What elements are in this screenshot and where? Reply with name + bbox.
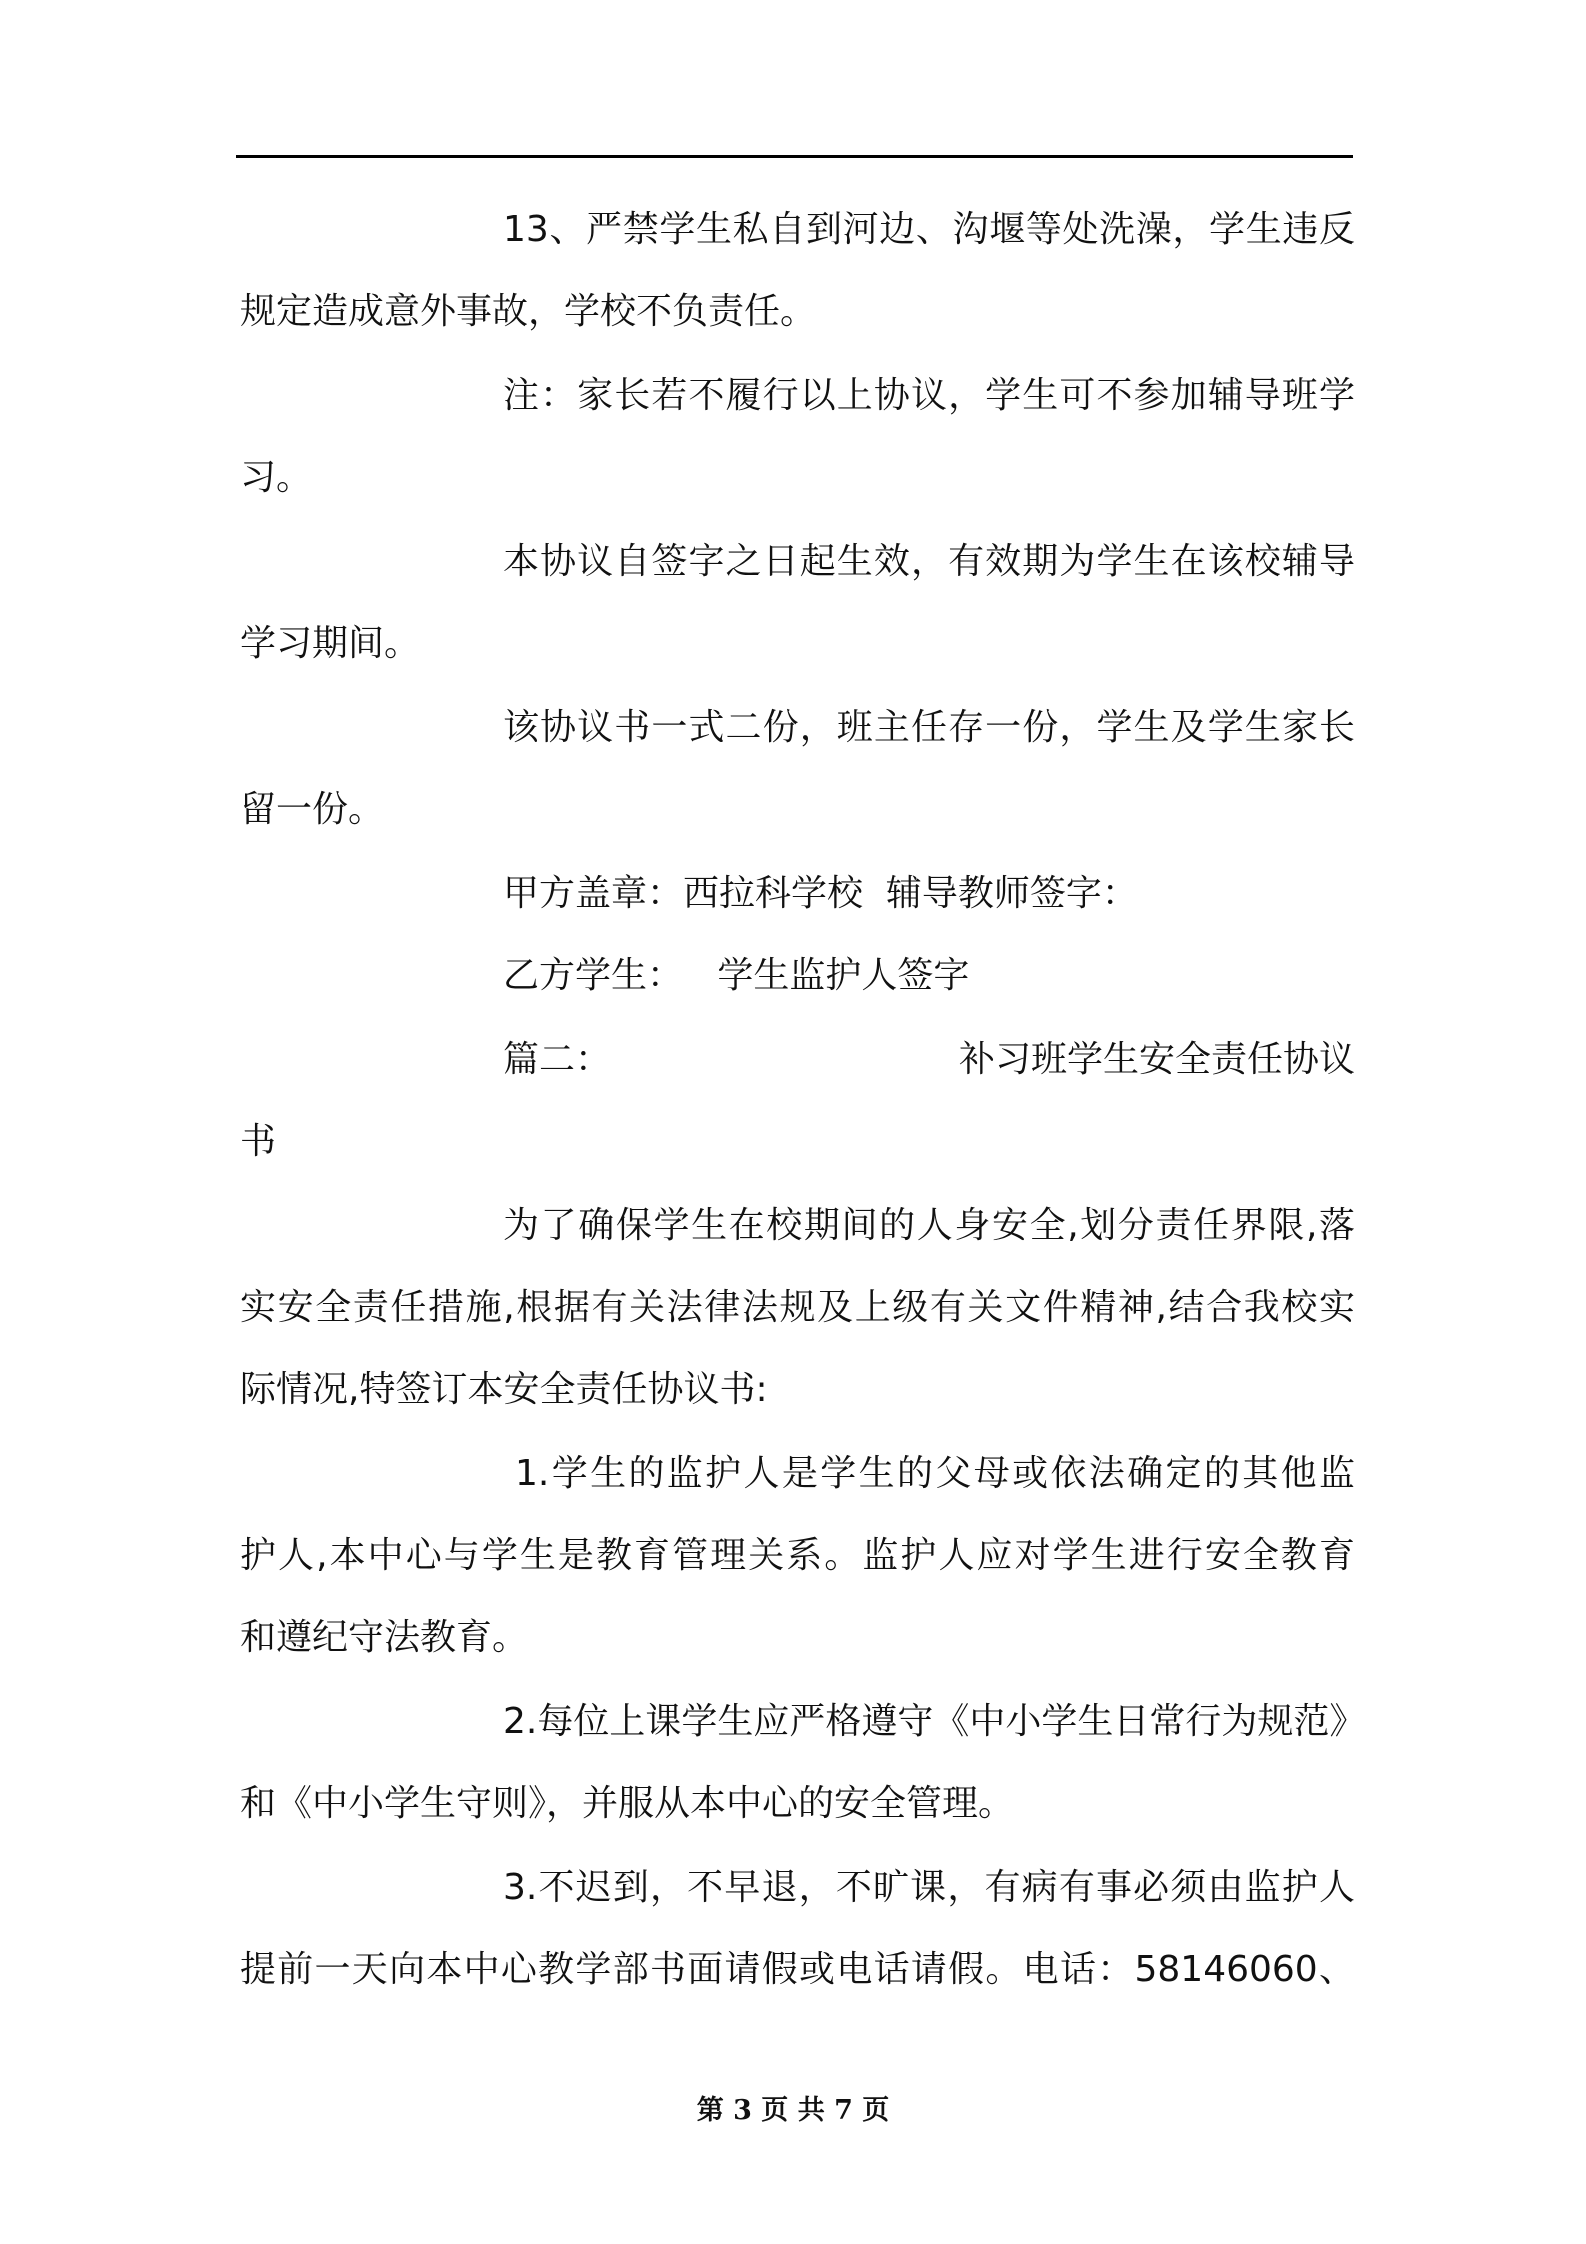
section-title-tail: 书	[240, 1121, 277, 1162]
paragraph-line: 该协议书一式二份，班主任存一份，学生及学生家长	[503, 707, 1355, 748]
paragraph-line: 规定造成意外事故，学校不负责任。	[240, 291, 817, 332]
paragraph-line: 留一份。	[240, 789, 385, 830]
section-label: 篇二：	[503, 1039, 612, 1080]
paragraph-line: 2.每位上课学生应严格遵守《中小学生日常行为规范》	[503, 1701, 1366, 1742]
party-b-student-line: 乙方学生： 学生监护人签字	[503, 955, 970, 996]
paragraph-line: 提前一天向本中心教学部书面请假或电话请假。电话：58146060、	[240, 1949, 1355, 1990]
paragraph-line: 习。	[240, 457, 313, 498]
paragraph-line: 学习期间。	[240, 623, 421, 664]
section-title: 补习班学生安全责任协议	[958, 1039, 1355, 1080]
paragraph-line: 实安全责任措施,根据有关法律法规及上级有关文件精神,结合我校实	[240, 1287, 1355, 1328]
paragraph-line: 3.不迟到，不早退，不旷课，有病有事必须由监护人	[503, 1867, 1355, 1908]
paragraph-line: 和《中小学生守则》，并服从本中心的安全管理。	[240, 1783, 1015, 1824]
paragraph-line: 和遵纪守法教育。	[240, 1617, 529, 1658]
paragraph-line: 为了确保学生在校期间的人身安全,划分责任界限,落	[503, 1205, 1355, 1246]
party-a-seal-line: 甲方盖章：西拉科学校 辅导教师签字：	[503, 873, 1138, 914]
page-number-footer: 第 3 页 共 7 页	[696, 2095, 890, 2126]
paragraph-line: 护人,本中心与学生是教育管理关系。监护人应对学生进行安全教育	[240, 1535, 1355, 1576]
paragraph-line: 本协议自签字之日起生效，有效期为学生在该校辅导	[503, 541, 1355, 582]
header-rule	[236, 155, 1353, 158]
paragraph-line: 13、严禁学生私自到河边、沟堰等处洗澡，学生违反	[503, 209, 1355, 250]
paragraph-line: 注：家长若不履行以上协议，学生可不参加辅导班学	[503, 375, 1355, 416]
paragraph-line: 1.学生的监护人是学生的父母或依法确定的其他监	[515, 1453, 1355, 1494]
paragraph-line: 际情况,特签订本安全责任协议书:	[240, 1369, 768, 1410]
